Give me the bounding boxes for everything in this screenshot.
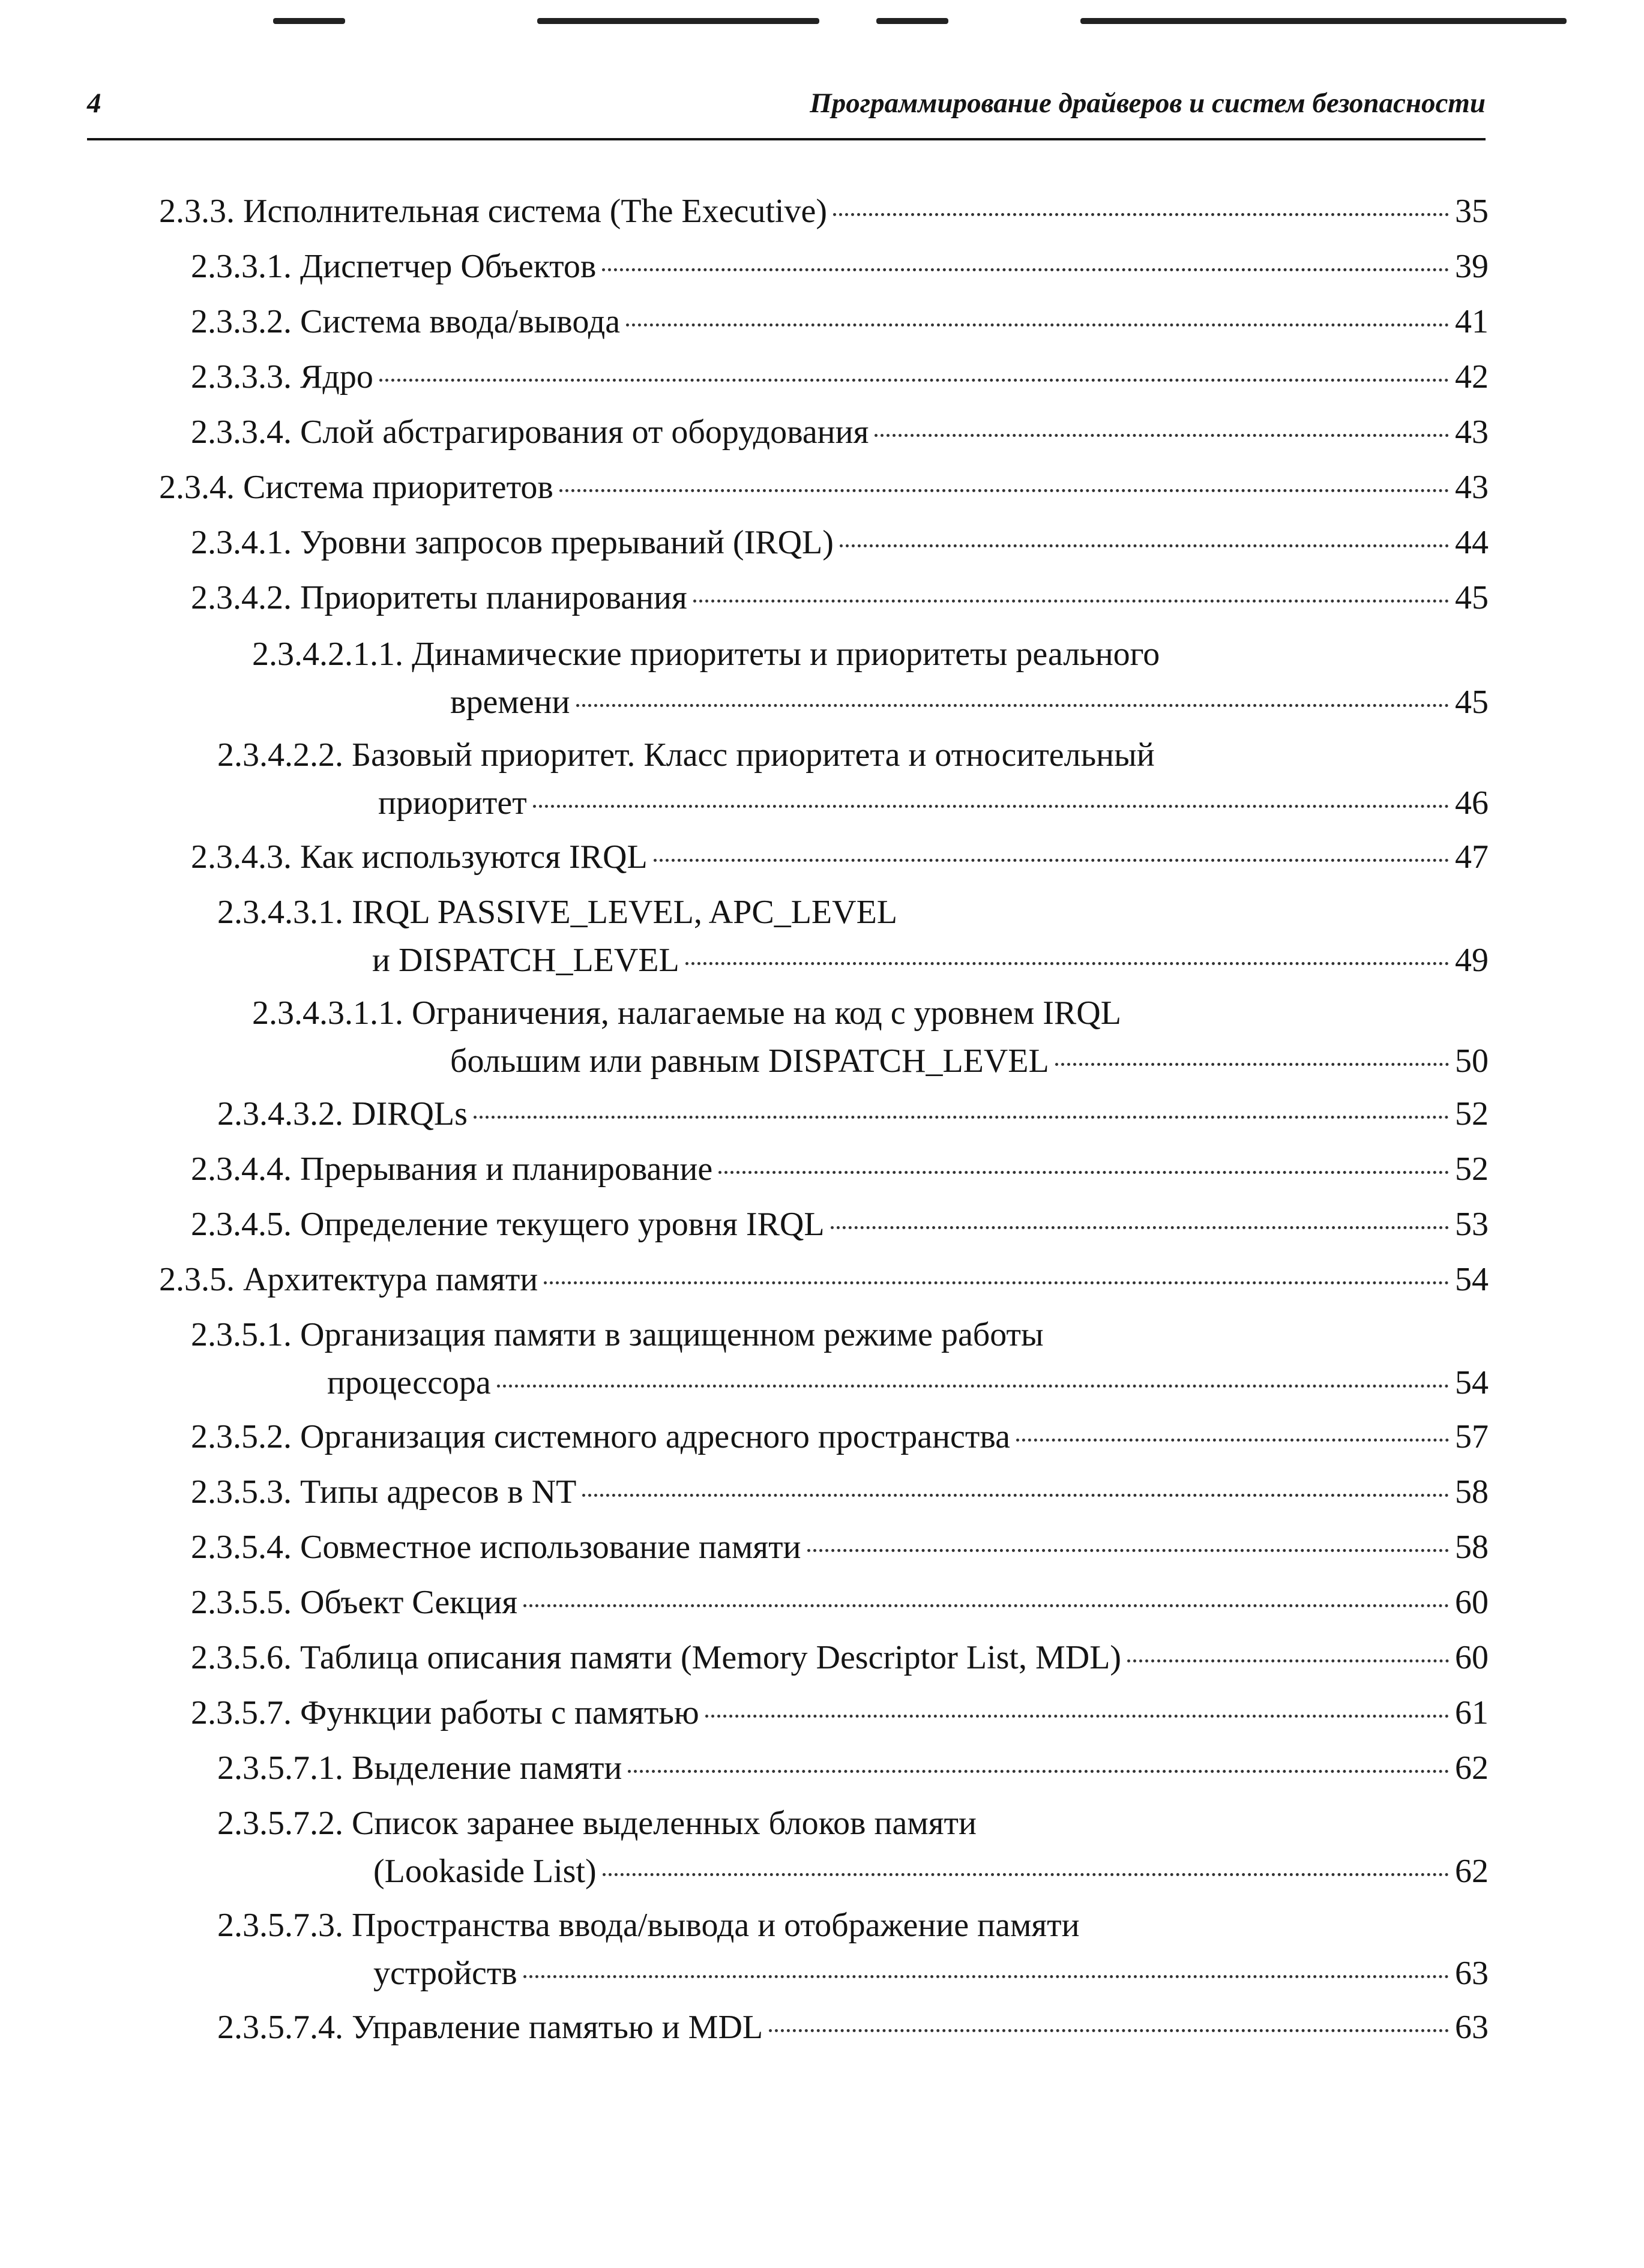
toc-entry-title: 2.3.4.3.1. IRQL PASSIVE_LEVEL, APC_LEVEL — [217, 894, 897, 931]
toc-leader-dots — [654, 859, 1449, 862]
toc-entry[interactable] — [217, 735, 1489, 775]
toc-entry-continuation[interactable] — [327, 1362, 1489, 1403]
toc-entry-continuation[interactable] — [372, 940, 1489, 981]
toc-leader-dots — [544, 1281, 1449, 1284]
toc-entry-title: 2.3.5.7.1. Выделение памяти — [217, 1749, 622, 1787]
toc-entry-title: 2.3.4.2. Приоритеты планирования — [191, 579, 687, 616]
toc-entry-page: 53 — [1455, 1206, 1489, 1243]
toc-leader-dots — [769, 2029, 1449, 2032]
toc-entry[interactable] — [217, 2007, 1489, 2048]
toc-entry-title: 2.3.3.2. Система ввода/вывода — [191, 303, 621, 340]
toc-entry-page: 52 — [1455, 1095, 1489, 1132]
toc-entry[interactable] — [191, 412, 1489, 453]
toc-leader-dots — [1055, 1063, 1449, 1066]
toc-entry-title: 2.3.4.2.1.1. Динамические приоритеты и приоритеты реального — [252, 636, 1160, 673]
toc-entry-page: 43 — [1455, 469, 1489, 506]
toc-leader-dots — [626, 323, 1449, 326]
toc-entry-page: 63 — [1455, 2009, 1489, 2046]
toc-leader-dots — [533, 805, 1449, 808]
toc-leader-dots — [1016, 1439, 1449, 1442]
toc-entry[interactable] — [159, 191, 1489, 232]
toc-entry[interactable] — [191, 301, 1489, 342]
toc-entry-continuation[interactable] — [450, 1041, 1489, 1081]
toc-entry-page: 41 — [1455, 303, 1489, 340]
toc-entry-title: времени — [450, 684, 570, 721]
toc-entry-title: большим или равным DISPATCH_LEVEL — [450, 1042, 1049, 1080]
toc-entry-title: 2.3.4.1. Уровни запросов прерываний (IRQL) — [191, 524, 834, 561]
toc-entry-page: 47 — [1455, 838, 1489, 876]
toc-entry[interactable] — [191, 1314, 1489, 1355]
toc-leader-dots — [602, 268, 1449, 271]
toc-entry-page: 57 — [1455, 1418, 1489, 1455]
toc-entry-title: 2.3.5.5. Объект Секция — [191, 1584, 518, 1621]
toc-leader-dots — [576, 704, 1449, 707]
toc-leader-dots — [379, 379, 1449, 382]
toc-entry-title: 2.3.5.3. Типы адресов в NT — [191, 1473, 577, 1511]
toc-leader-dots — [1127, 1659, 1449, 1662]
toc-leader-dots — [685, 962, 1449, 965]
toc-entry-page: 61 — [1455, 1694, 1489, 1731]
toc-entry-page: 52 — [1455, 1151, 1489, 1188]
toc-entry-title: 2.3.5.7.3. Пространства ввода/вывода и отображение памяти — [217, 1907, 1080, 1944]
toc-entry-title: 2.3.5.2. Организация системного адресного пространства — [191, 1418, 1010, 1455]
toc-entry-title: 2.3.5.1. Организация памяти в защищенном режиме работы — [191, 1316, 1044, 1353]
toc-entry-title: 2.3.5.7.2. Список заранее выделенных блоков памяти — [217, 1805, 977, 1842]
toc-leader-dots — [474, 1116, 1449, 1119]
toc-entry-title: устройств — [373, 1955, 517, 1992]
toc-entry-page: 42 — [1455, 358, 1489, 396]
toc-leader-dots — [840, 544, 1449, 547]
toc-leader-dots — [693, 600, 1449, 603]
toc-entry-title: 2.3.4.3.1.1. Ограничения, налагаемые на код с уровнем IRQL — [252, 994, 1121, 1032]
toc-entry[interactable] — [191, 1149, 1489, 1190]
toc-entry-continuation[interactable] — [373, 1953, 1489, 1994]
toc-entry-continuation[interactable] — [373, 1851, 1489, 1892]
toc-entry-page: 58 — [1455, 1529, 1489, 1566]
toc-entry-title: 2.3.4.2.2. Базовый приоритет. Класс приоритета и относительный — [217, 736, 1155, 774]
toc-entry[interactable] — [191, 837, 1489, 877]
toc-entry-page: 46 — [1455, 784, 1489, 822]
toc-entry-page: 43 — [1455, 414, 1489, 451]
toc-entry[interactable] — [159, 467, 1489, 508]
toc-entry-page: 58 — [1455, 1473, 1489, 1511]
toc-entry-title: 2.3.4.5. Определение текущего уровня IRQL — [191, 1206, 825, 1243]
toc-leader-dots — [603, 1873, 1449, 1876]
toc-entry[interactable] — [217, 1803, 1489, 1844]
toc-entry[interactable] — [191, 356, 1489, 397]
toc-entry-continuation[interactable] — [378, 783, 1489, 823]
toc-entry-continuation[interactable] — [450, 682, 1489, 723]
toc-entry-title: процессора — [327, 1364, 491, 1401]
toc-entry-page: 60 — [1455, 1584, 1489, 1621]
toc-entry-title: 2.3.5.7. Функции работы с памятью — [191, 1694, 699, 1731]
toc-entry-title: 2.3.4.3. Как используются IRQL — [191, 838, 648, 876]
toc-entry-title: 2.3.4.4. Прерывания и планирование — [191, 1151, 713, 1188]
toc-entry[interactable] — [191, 522, 1489, 563]
toc-leader-dots — [831, 1226, 1449, 1229]
toc-entry-title: 2.3.4.3.2. DIRQLs — [217, 1095, 468, 1132]
toc-entry-page: 45 — [1455, 684, 1489, 721]
toc-entry-title: 2.3.3.3. Ядро — [191, 358, 373, 396]
toc-leader-dots — [523, 1975, 1449, 1978]
toc-entry[interactable] — [159, 1259, 1489, 1300]
toc-leader-dots — [875, 434, 1449, 437]
toc-entry-page: 60 — [1455, 1639, 1489, 1676]
toc-entry[interactable] — [191, 1204, 1489, 1245]
toc-entry[interactable] — [191, 1472, 1489, 1512]
running-title: Программирование драйверов и систем безопасности — [810, 88, 1486, 119]
toc-entry-page: 44 — [1455, 524, 1489, 561]
toc-leader-dots — [833, 213, 1449, 216]
toc-entry[interactable] — [191, 1692, 1489, 1733]
toc-leader-dots — [582, 1494, 1449, 1497]
toc-entry[interactable] — [217, 1093, 1489, 1134]
toc-entry[interactable] — [252, 634, 1489, 675]
toc-entry-title: приоритет — [378, 784, 527, 822]
toc-entry-title: 2.3.3.4. Слой абстрагирования от оборудования — [191, 414, 869, 451]
toc-entry-title: (Lookaside List) — [373, 1853, 597, 1890]
toc-leader-dots — [559, 489, 1449, 492]
toc-entry[interactable] — [191, 1416, 1489, 1457]
toc-entry-page: 62 — [1455, 1749, 1489, 1787]
toc-entry-page: 54 — [1455, 1364, 1489, 1401]
toc-leader-dots — [807, 1549, 1449, 1552]
toc-entry-title: 2.3.3. Исполнительная система (The Executive) — [159, 193, 827, 230]
toc-entry[interactable] — [252, 993, 1489, 1033]
toc-entry-page: 50 — [1455, 1042, 1489, 1080]
toc-entry[interactable] — [217, 892, 1489, 933]
toc-entry-title: 2.3.5.4. Совместное использование памяти — [191, 1529, 801, 1566]
toc-entry[interactable] — [191, 246, 1489, 287]
toc-entry[interactable] — [217, 1905, 1489, 1946]
toc-entry-page: 62 — [1455, 1853, 1489, 1890]
toc-entry-title: 2.3.5.7.4. Управление памятью и MDL — [217, 2009, 763, 2046]
toc-entry-title: 2.3.5. Архитектура памяти — [159, 1261, 538, 1298]
toc-entry-page: 54 — [1455, 1261, 1489, 1298]
toc-entry-title: и DISPATCH_LEVEL — [372, 942, 679, 979]
toc-entry-page: 39 — [1455, 248, 1489, 285]
toc-entry-page: 35 — [1455, 193, 1489, 230]
toc-entry[interactable] — [191, 1637, 1489, 1678]
toc-leader-dots — [523, 1604, 1449, 1607]
toc-leader-dots — [705, 1715, 1449, 1718]
toc-entry[interactable] — [191, 577, 1489, 618]
toc-entry-page: 63 — [1455, 1955, 1489, 1992]
toc-leader-dots — [497, 1385, 1449, 1388]
toc-leader-dots — [628, 1770, 1449, 1773]
toc-entry-page: 45 — [1455, 579, 1489, 616]
toc-entry[interactable] — [191, 1527, 1489, 1568]
toc-entry-title: 2.3.4. Система приоритетов — [159, 469, 553, 506]
toc-entry-page: 49 — [1455, 942, 1489, 979]
page-number: 4 — [87, 88, 101, 119]
toc-leader-dots — [718, 1171, 1449, 1174]
toc-entry[interactable] — [217, 1748, 1489, 1788]
toc-entry[interactable] — [191, 1582, 1489, 1623]
toc-entry-title: 2.3.3.1. Диспетчер Объектов — [191, 248, 597, 285]
toc-entry-title: 2.3.5.6. Таблица описания памяти (Memory Descriptor List, MDL) — [191, 1639, 1122, 1676]
